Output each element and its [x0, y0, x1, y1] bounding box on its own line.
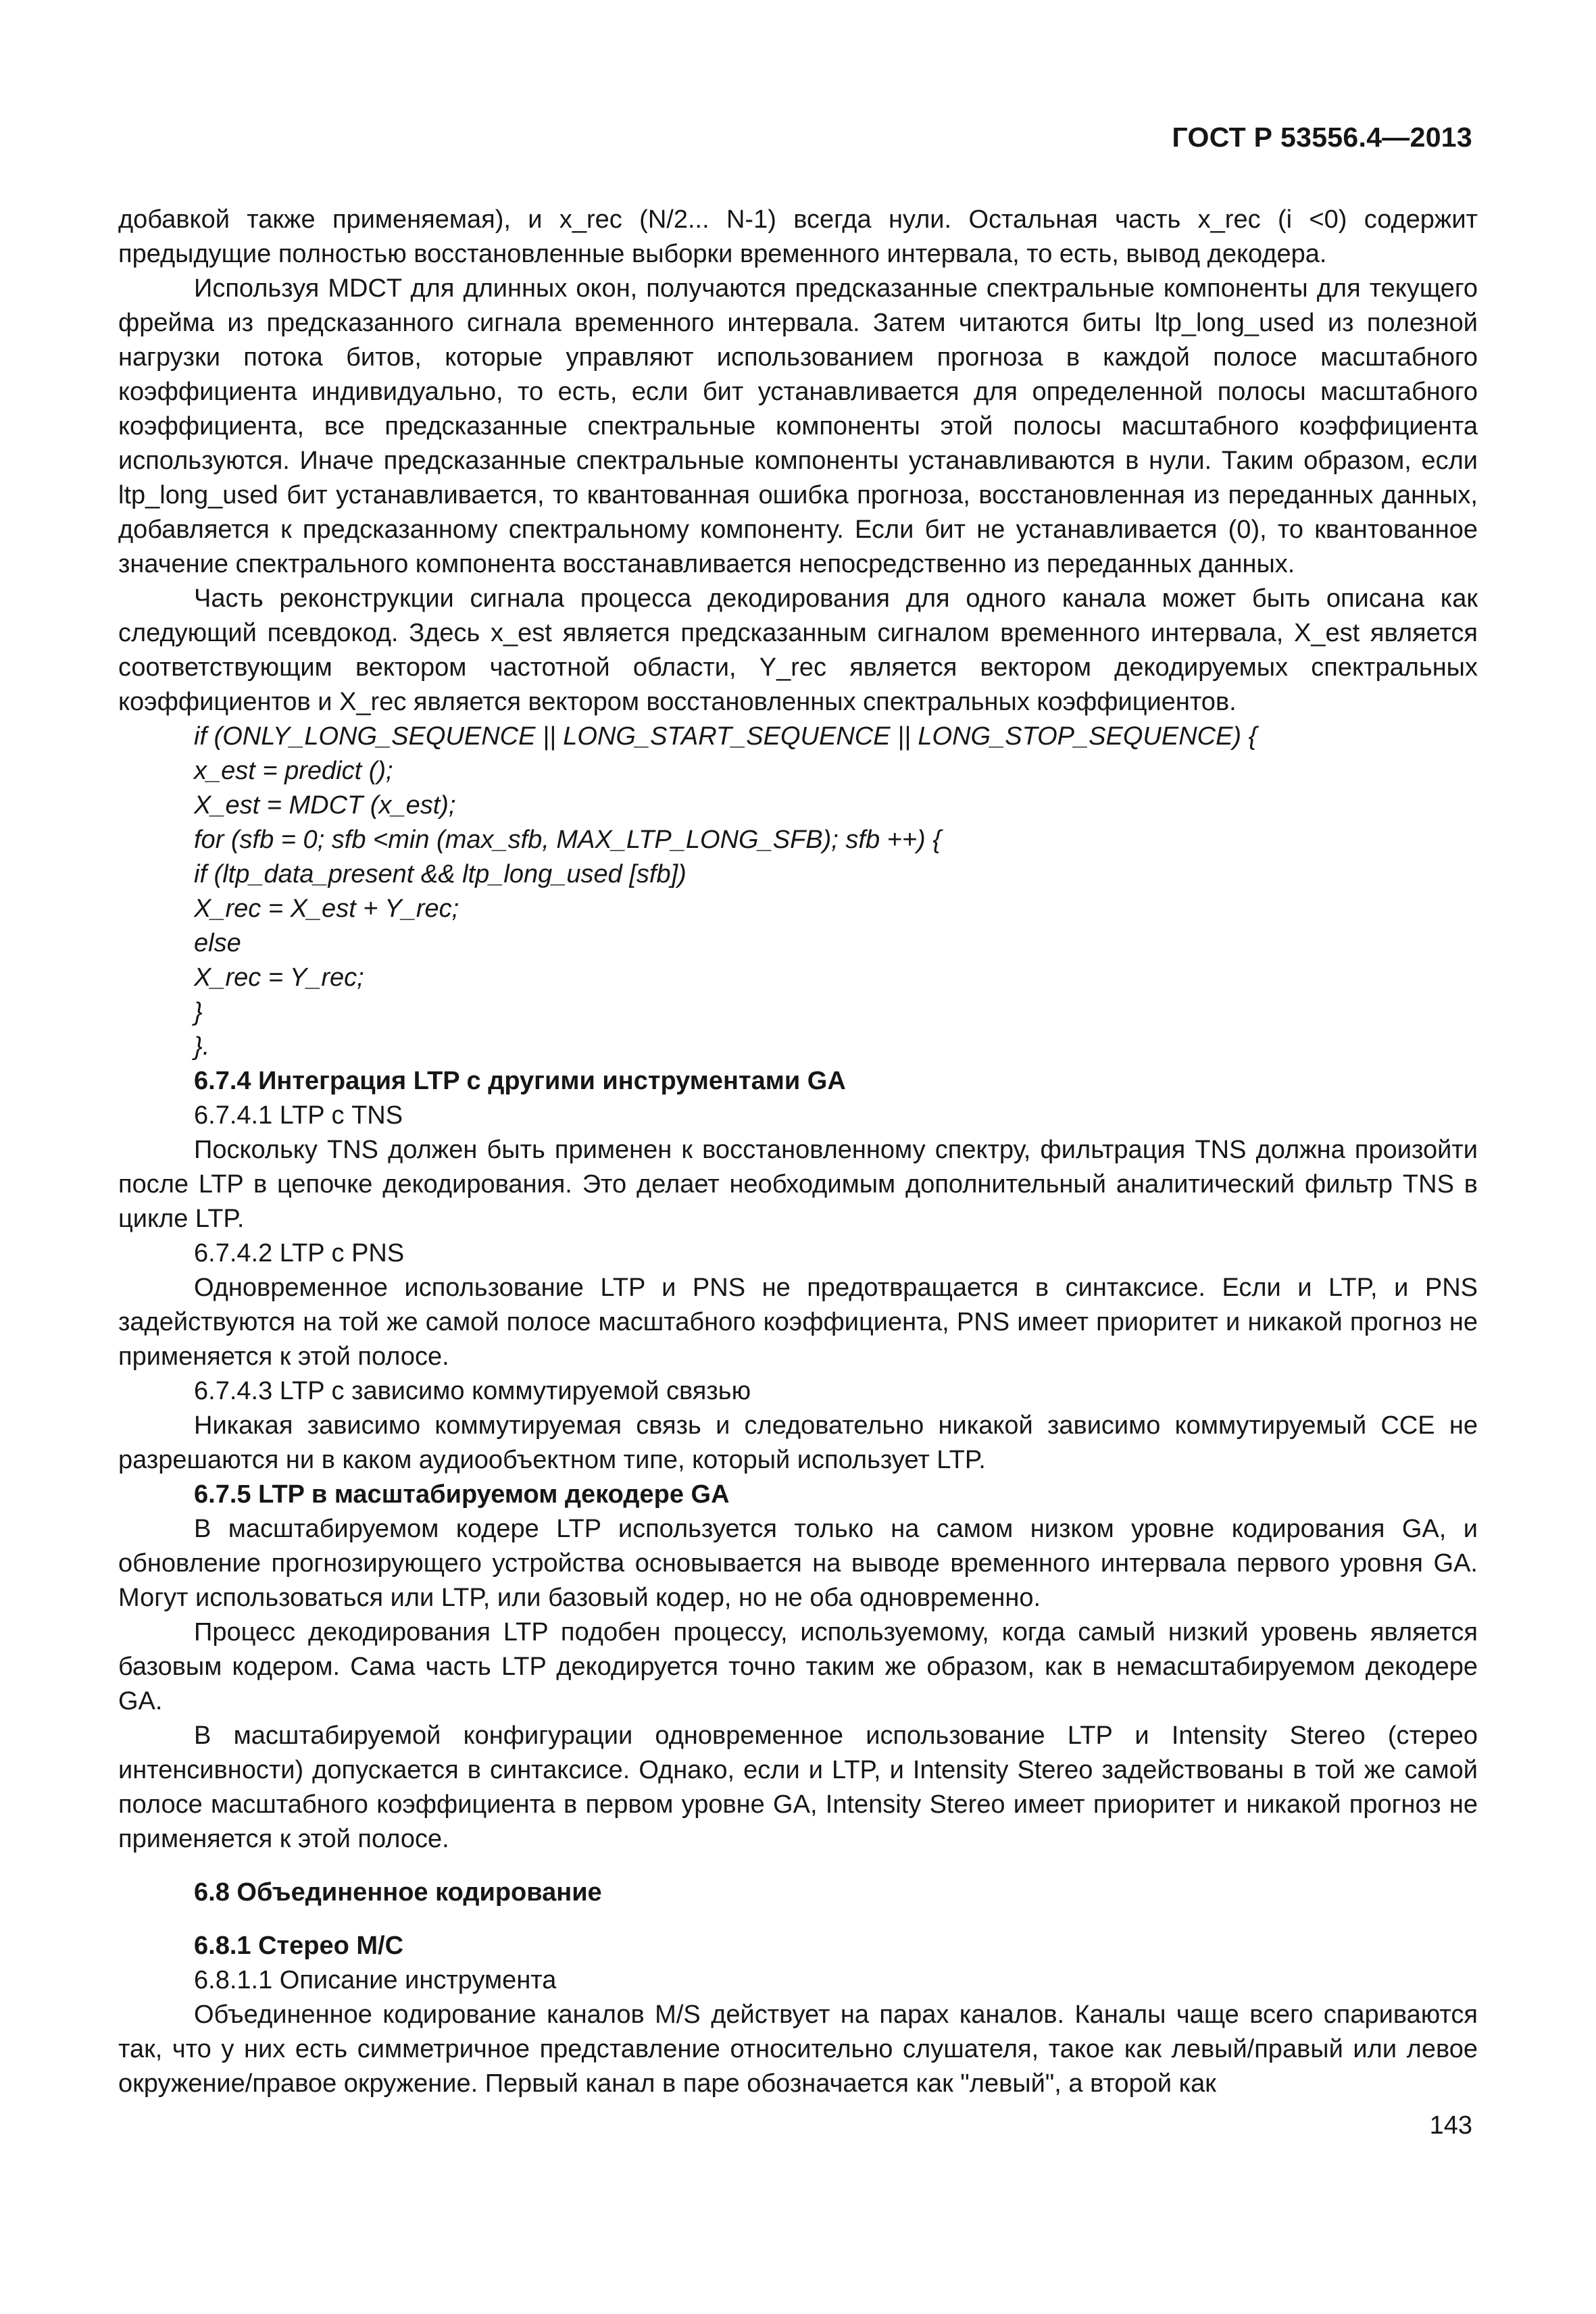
paragraph: добавкой также применяемая), и x_rec (N/2... N-1) всегда нули. Остальная часть x_rec (i <0) содержит предыдущие полностью восстановленные выборки временного интервала, то есть, вывод декодера.	[118, 205, 1478, 268]
paragraph: Никакая зависимо коммутируемая связь и следовательно никакой зависимо коммутируемый CCE не разрешаются ни в каком аудиообъектном типе, который использует LTP.	[118, 1411, 1478, 1474]
subsection-heading: 6.7.4.2 LTP с PNS	[194, 1239, 405, 1267]
code-line: x_est = predict ();	[194, 757, 393, 785]
document-body	[118, 203, 1478, 2101]
paragraph: Процесс декодирования LTP подобен процессу, используемому, когда самый низкий уровень является базовым кодером. Сама часть LTP декодируется точно таким же образом, как в немасштабируемом декодере GA.	[118, 1618, 1478, 1715]
section-heading: 6.8 Объединенное кодирование	[194, 1878, 602, 1907]
code-line: X_rec = Y_rec;	[194, 963, 364, 992]
paragraph: В масштабируемой конфигурации одновременное использование LTP и Intensity Stereo (стерео интенсивности) допускается в синтаксисе. Однако, если и LTP, и Intensity Stereo задействованы в той же самой полосе масштабного коэффициента в первом уровне GA, Intensity Stereo имеет приоритет и никакой прогноз не применяется к этой полосе.	[118, 1721, 1478, 1853]
section-heading: 6.8.1 Стерео M/C	[194, 1932, 404, 1960]
code-line: }	[194, 998, 203, 1026]
code-line: X_rec = X_est + Y_rec;	[194, 895, 459, 923]
code-line: for (sfb = 0; sfb <min (max_sfb, MAX_LTP_LONG_SFB); sfb ++) {	[194, 826, 941, 854]
standard-header: ГОСТ Р 53556.4—2013	[1172, 122, 1472, 153]
paragraph: Одновременное использование LTP и PNS не предотвращается в синтаксисе. Если и LTP, и PNS задействуются на той же самой полосе масштабного коэффициента, PNS имеет приоритет и никакой прогноз не применяется к этой полосе.	[118, 1274, 1478, 1371]
code-line: if (ONLY_LONG_SEQUENCE || LONG_START_SEQUENCE || LONG_STOP_SEQUENCE) {	[194, 722, 1257, 751]
code-line: }.	[194, 1032, 210, 1061]
paragraph: В масштабируемом кодере LTP используется только на самом низком уровне кодирования GA, и обновление прогнозирующего устройства основывается на выводе временного интервала первого уровня GA. Могут использоваться или LTP, или базовый кодер, но не оба одновременно.	[118, 1515, 1478, 1612]
paragraph: Часть реконструкции сигнала процесса декодирования для одного канала может быть описана как следующий псевдокод. Здесь x_est является предсказанным сигналом временного интервала, X_est является соответствующим вектором частотной области, Y_rec является вектором декодируемых спектральных коэффициентов и X_rec является вектором восстановленных спектральных коэффициентов.	[118, 584, 1478, 716]
subsection-heading: 6.7.4.3 LTP с зависимо коммутируемой связью	[194, 1377, 751, 1405]
subsection-heading: 6.7.4.1 LTP с TNS	[194, 1101, 403, 1130]
code-line: if (ltp_data_present && ltp_long_used [sfb])	[194, 860, 687, 888]
code-line: else	[194, 929, 241, 957]
page-number: 143	[1429, 2111, 1472, 2140]
paragraph: Используя MDCT для длинных окон, получаются предсказанные спектральные компоненты для текущего фрейма из предсказанного сигнала временного интервала. Затем читаются биты ltp_long_used из полезной нагрузки потока битов, которые управляют использованием прогноза в каждой полосе масштабного коэффициента индивидуально, то есть, если бит устанавливается для определенной полосы масштабного коэффициента, все предсказанные спектральные компоненты этой полосы масштабного коэффициента используются. Иначе предсказанные спектральные компоненты устанавливаются в нули. Таким образом, если ltp_long_used бит устанавливается, то квантованная ошибка прогноза, восстановленная из переданных данных, добавляется к предсказанному спектральному компоненту. Если бит не устанавливается (0), то квантованное значение спектрального компонента восстанавливается непосредственно из переданных данных.	[118, 274, 1478, 578]
section-heading: 6.7.4 Интеграция LTP с другими инструментами GA	[194, 1067, 846, 1095]
subsection-heading: 6.8.1.1 Описание инструмента	[194, 1966, 557, 1994]
code-line: X_est = MDCT (x_est);	[194, 791, 456, 820]
paragraph: Объединенное кодирование каналов M/S действует на парах каналов. Каналы чаще всего спариваются так, что у них есть симметричное представление относительно слушателя, такое как левый/правый или левое окружение/правое окружение. Первый канал в паре обозначается как "левый", а второй как	[118, 2001, 1478, 2098]
paragraph: Поскольку TNS должен быть применен к восстановленному спектру, фильтрация TNS должна произойти после LTP в цепочке декодирования. Это делает необходимым дополнительный аналитический фильтр TNS в цикле LTP.	[118, 1136, 1478, 1233]
section-heading: 6.7.5 LTP в масштабируемом декодере GA	[194, 1480, 730, 1509]
